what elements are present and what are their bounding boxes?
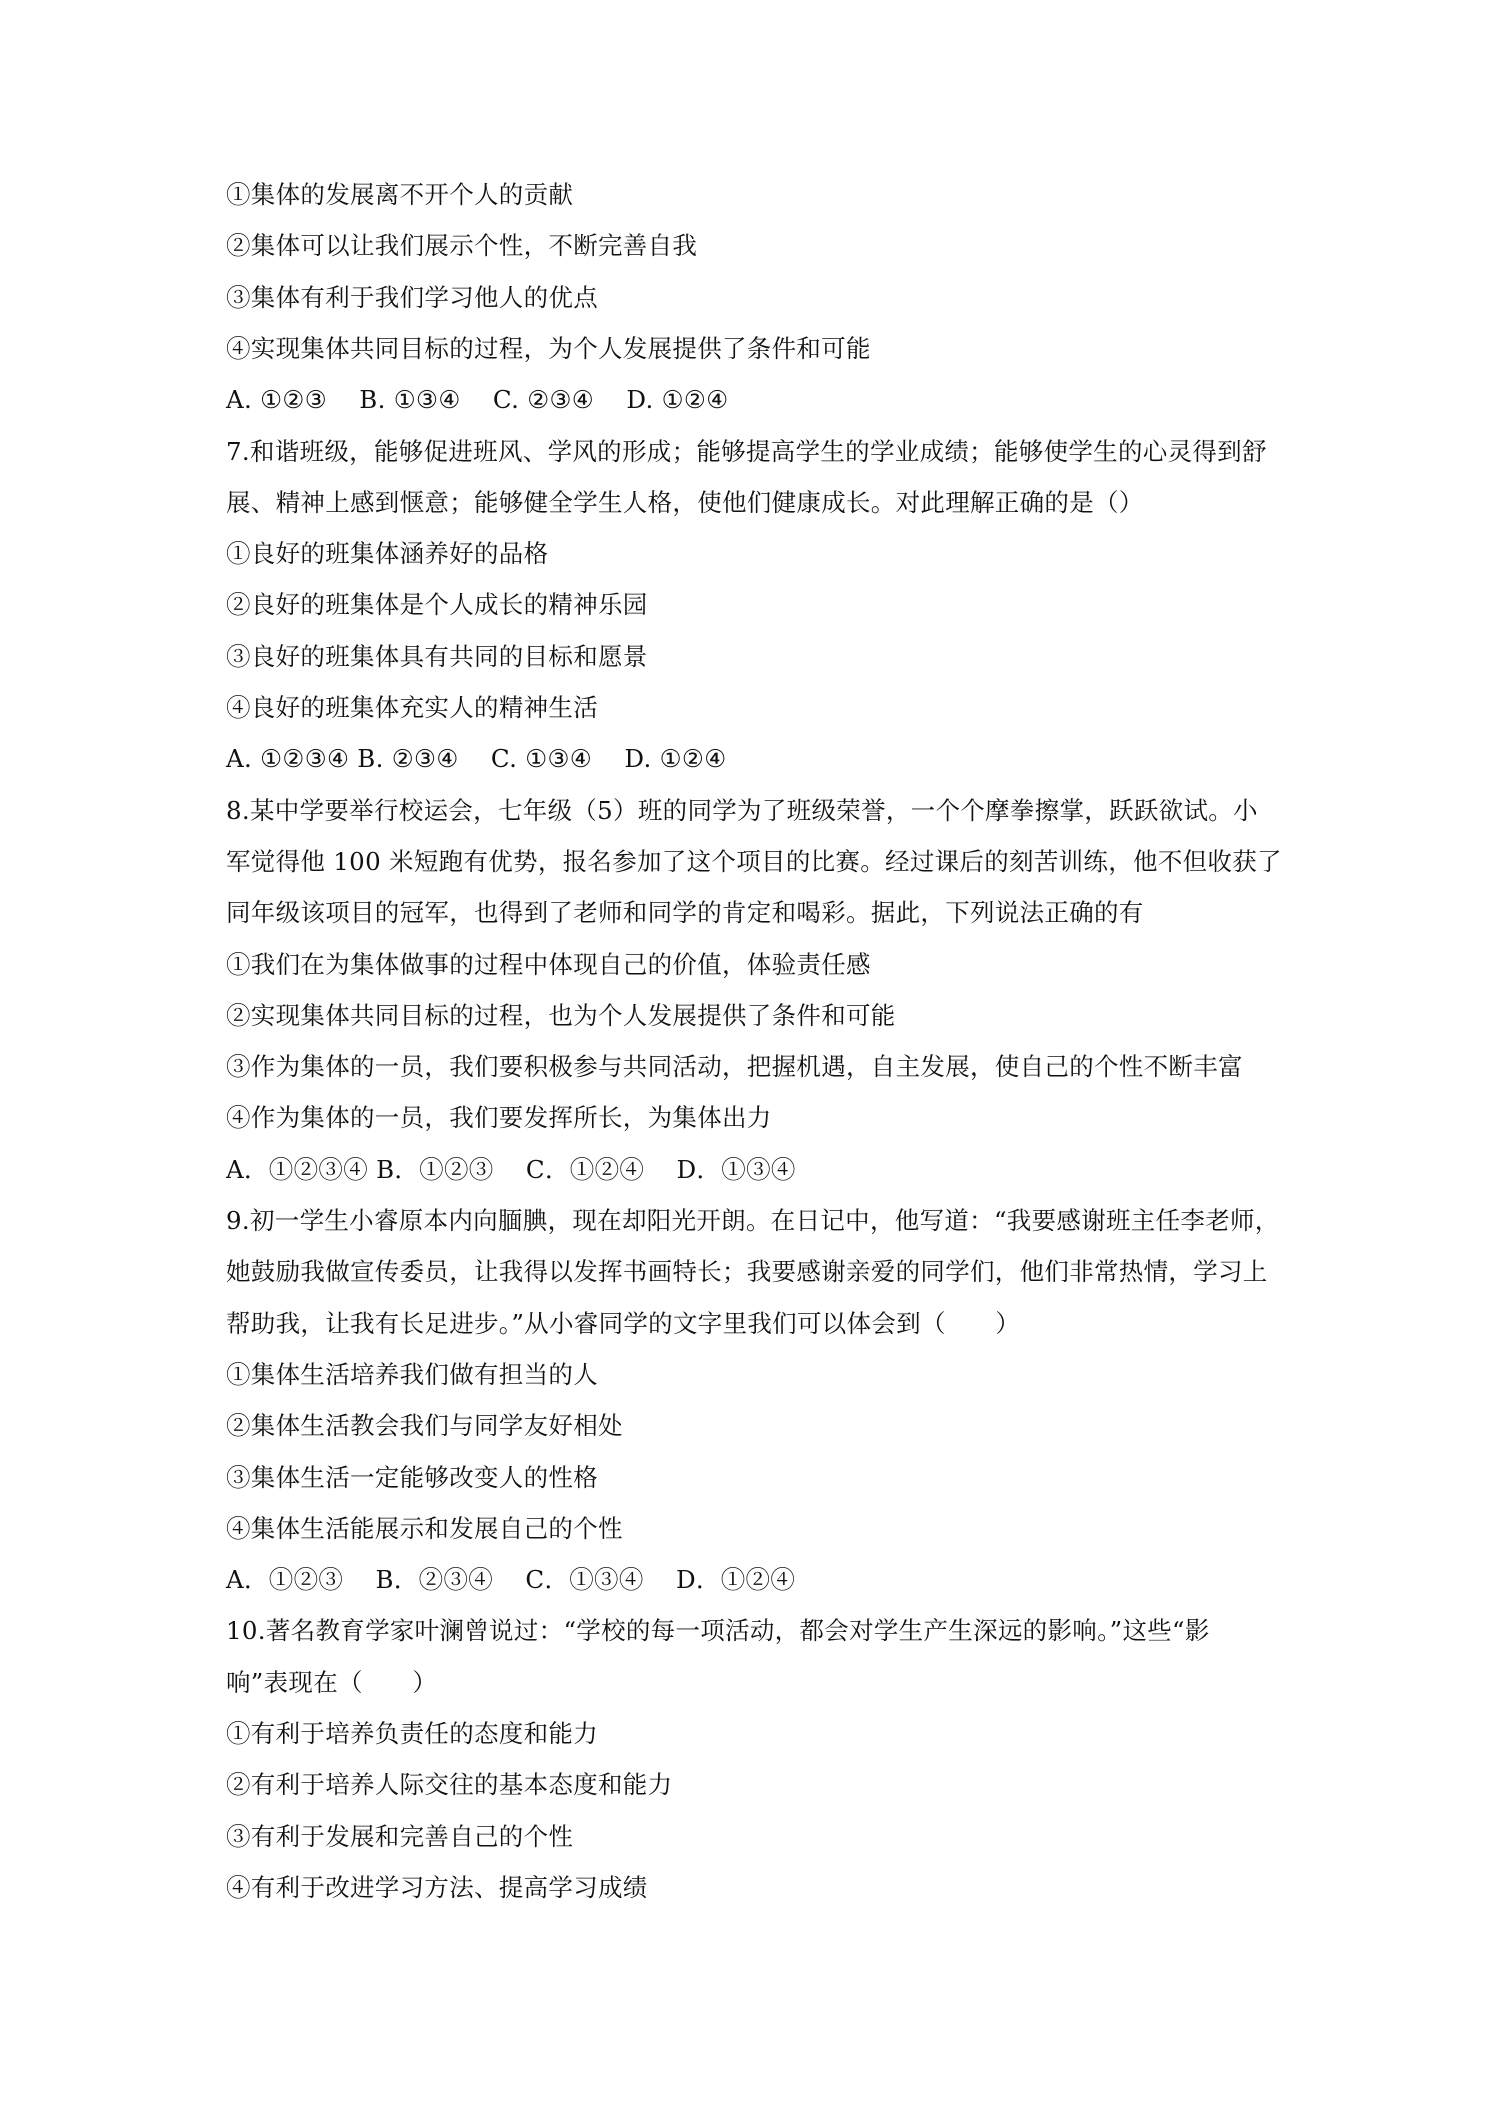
text-line: 响”表现在（ ）: [226, 1668, 438, 1697]
text-line: A．①②③④ B．①②③ C．①②④ D．①③④: [226, 1155, 796, 1184]
text-line: 展、精神上感到惬意；能够健全学生人格，使他们健康成长。对此理解正确的是（）: [226, 488, 1144, 517]
text-line: 8.某中学要举行校运会，七年级（5）班的同学为了班级荣誉，一个个摩拳擦掌，跃跃欲试。小: [226, 796, 1258, 825]
text-line: 7.和谐班级，能够促进班风、学风的形成；能够提高学生的学业成绩；能够使学生的心灵得到舒: [226, 437, 1267, 466]
text-line: 军觉得他 100 米短跑有优势，报名参加了这个项目的比赛。经过课后的刻苦训练，他不但收获了: [226, 847, 1282, 876]
text-line: A. ①②③④ B. ②③④ C. ①③④ D. ①②④: [226, 744, 727, 773]
text-line: 她鼓励我做宣传委员，让我得以发挥书画特长；我要感谢亲爱的同学们，他们非常热情，学习上: [226, 1257, 1268, 1286]
text-line: ②集体生活教会我们与同学友好相处: [226, 1411, 623, 1440]
text-line: ④实现集体共同目标的过程，为个人发展提供了条件和可能: [226, 334, 871, 363]
text-line: A. ①②③ B. ①③④ C. ②③④ D. ①②④: [226, 385, 729, 414]
text-line: ④集体生活能展示和发展自己的个性: [226, 1514, 623, 1543]
text-line: 10.著名教育学家叶澜曾说过：“学校的每一项活动，都会对学生产生深远的影响。”这些“影: [226, 1616, 1210, 1645]
text-line: ③有利于发展和完善自己的个性: [226, 1822, 574, 1851]
text-line: ③集体有利于我们学习他人的优点: [226, 283, 598, 312]
text-line: ①我们在为集体做事的过程中体现自己的价值，体验责任感: [226, 950, 871, 979]
text-line: ①有利于培养负责任的态度和能力: [226, 1719, 598, 1748]
text-line: 同年级该项目的冠军，也得到了老师和同学的肯定和喝彩。据此，下列说法正确的有: [226, 898, 1144, 927]
text-line: 9.初一学生小睿原本内向腼腆，现在却阳光开朗。在日记中，他写道：“我要感谢班主任李老师，: [226, 1206, 1280, 1235]
text-line: ①集体生活培养我们做有担当的人: [226, 1360, 598, 1389]
text-line: ②集体可以让我们展示个性，不断完善自我: [226, 231, 698, 260]
text-line: ②良好的班集体是个人成长的精神乐园: [226, 590, 648, 619]
text-line: ②实现集体共同目标的过程，也为个人发展提供了条件和可能: [226, 1001, 896, 1030]
text-line: 帮助我，让我有长足进步。”从小睿同学的文字里我们可以体会到（ ）: [226, 1309, 1021, 1338]
text-line: ④有利于改进学习方法、提高学习成绩: [226, 1873, 648, 1902]
text-line: ③良好的班集体具有共同的目标和愿景: [226, 642, 648, 671]
text-line: ③作为集体的一员，我们要积极参与共同活动，把握机遇，自主发展，使自己的个性不断丰富: [226, 1052, 1243, 1081]
text-line: ④良好的班集体充实人的精神生活: [226, 693, 598, 722]
text-line: ②有利于培养人际交往的基本态度和能力: [226, 1770, 673, 1799]
text-line: ①良好的班集体涵养好的品格: [226, 539, 549, 568]
text-line: A．①②③ B．②③④ C．①③④ D．①②④: [226, 1565, 796, 1594]
text-line: ①集体的发展离不开个人的贡献: [226, 180, 574, 209]
text-line: ③集体生活一定能够改变人的性格: [226, 1463, 598, 1492]
text-line: ④作为集体的一员，我们要发挥所长，为集体出力: [226, 1103, 772, 1132]
